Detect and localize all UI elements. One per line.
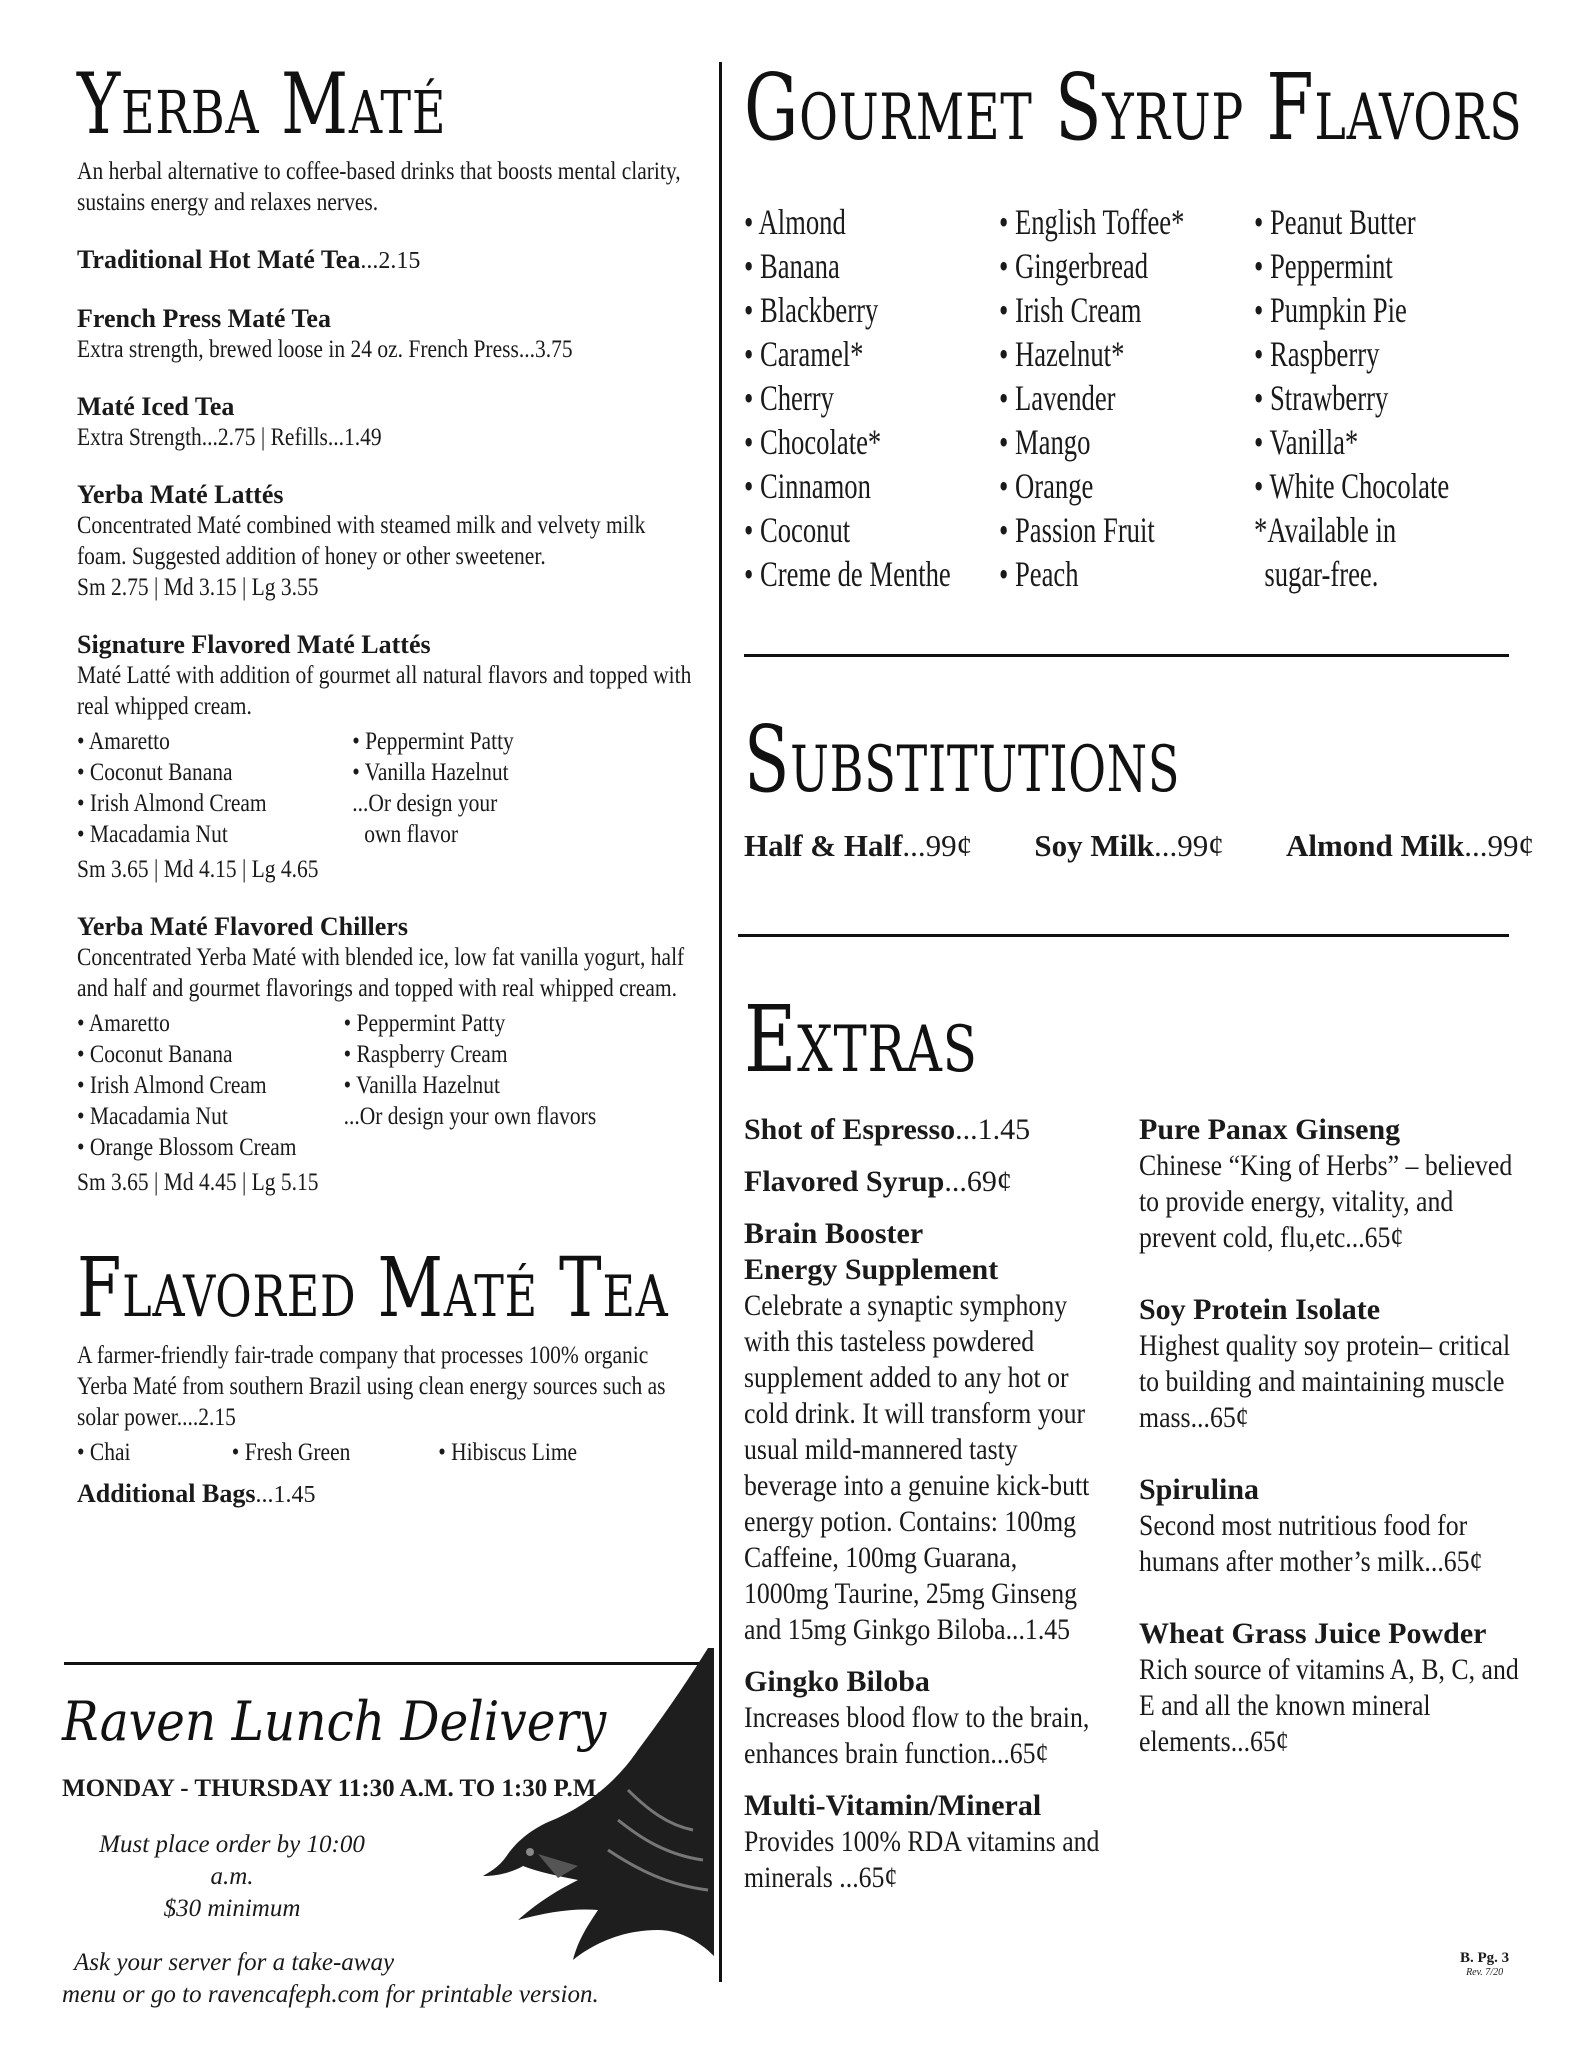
extra-detail: Highest quality soy protein– critical to building and maintaining muscle mass...65¢	[1139, 1329, 1511, 1434]
substitution-item	[744, 828, 972, 864]
item-detail: Concentrated Yerba Maté with blended ice, low fat vanilla yogurt, half and half and gourmet flavorings and topped with real whipped cream.	[77, 944, 685, 1002]
syrup-item: • Orange	[999, 466, 1094, 506]
extra-soy-protein	[1139, 1292, 1529, 1436]
extra-wheat-grass	[1139, 1616, 1529, 1760]
flavor-item: • Coconut Banana	[77, 759, 233, 786]
extras-right-column	[1139, 1112, 1529, 1776]
menu-item-iced-tea	[77, 391, 697, 453]
syrup-item: • Passion Fruit	[999, 510, 1155, 550]
flavor-list	[77, 1437, 696, 1468]
delivery-order-notes	[62, 1829, 372, 1925]
extra-title: Energy Supplement	[744, 1253, 999, 1286]
syrup-item: • Lavender	[999, 378, 1116, 418]
syrup-item: • Strawberry	[1254, 378, 1389, 418]
syrup-item: • Irish Cream	[999, 290, 1142, 330]
bags-price: ...1.45	[255, 1482, 316, 1508]
flavor-item: • Coconut Banana	[77, 1041, 233, 1068]
flavor-item: • Fresh Green	[231, 1439, 351, 1466]
substitution-price: ...99¢	[1464, 828, 1534, 863]
syrup-item: • Chocolate*	[744, 422, 882, 462]
syrup-item: • Blackberry	[744, 290, 879, 330]
extra-flavored-syrup	[744, 1164, 1104, 1200]
syrup-item: • White Chocolate	[1254, 466, 1450, 506]
menu-item-traditional	[77, 244, 697, 277]
substitution-name: Almond Milk	[1285, 828, 1465, 863]
flavor-item: • Raspberry Cream	[343, 1041, 508, 1068]
menu-item-lattes	[77, 479, 697, 603]
extra-price: ...1.45	[955, 1113, 1031, 1146]
extra-price: ...69¢	[944, 1165, 1012, 1198]
substitution-price: ...99¢	[1154, 828, 1224, 863]
extra-title: Multi-Vitamin/Mineral	[744, 1789, 1042, 1822]
syrup-item: • Hazelnut*	[999, 334, 1125, 374]
flavor-item: ...Or design your own flavors	[343, 1103, 597, 1130]
flavor-item: • Peppermint Patty	[343, 1010, 506, 1037]
syrup-list	[744, 200, 1524, 596]
page-footer	[1460, 1950, 1509, 1978]
extra-brain-booster	[744, 1216, 1104, 1648]
yerba-mate-title: Yerba Maté	[77, 55, 447, 153]
extra-espresso	[744, 1112, 1104, 1148]
syrup-item: • Cherry	[744, 378, 834, 418]
flavor-item: • Chai	[77, 1439, 131, 1466]
extra-title: Flavored Syrup	[744, 1165, 945, 1198]
syrup-item: • Gingerbread	[999, 246, 1149, 286]
syrup-item: • Peppermint	[1254, 246, 1393, 286]
syrup-item: • Coconut	[744, 510, 851, 550]
item-detail: Maté Latté with addition of gourmet all natural flavors and topped with real whipped cream.	[77, 662, 692, 720]
extra-gingko	[744, 1664, 1104, 1772]
syrup-item: • Banana	[744, 246, 840, 286]
syrup-item: • Pumpkin Pie	[1254, 290, 1407, 330]
extra-detail: Second most nutritious food for humans after mother’s milk...65¢	[1139, 1509, 1483, 1578]
syrup-item: • Raspberry	[1254, 334, 1380, 374]
column-divider	[719, 62, 722, 1982]
syrup-footnote: sugar-free.	[1264, 554, 1379, 594]
item-prices: Sm 3.65 | Md 4.15 | Lg 4.65	[77, 856, 319, 883]
substitutions-divider	[738, 934, 1509, 937]
substitution-name: Half & Half	[744, 828, 903, 863]
flavor-item: • Macadamia Nut	[77, 821, 228, 848]
flavor-item: ...Or design your	[352, 790, 498, 817]
syrup-item: • Cinnamon	[744, 466, 871, 506]
extra-detail: Provides 100% RDA vitamins and minerals ...65¢	[744, 1825, 1100, 1894]
syrup-item: • Vanilla*	[1254, 422, 1359, 462]
item-title: Maté Iced Tea	[77, 392, 235, 421]
right-column	[744, 54, 1534, 1894]
flavor-item: • Irish Almond Cream	[77, 790, 267, 817]
item-title: Traditional Hot Maté Tea	[77, 245, 361, 274]
flavor-item: • Hibiscus Lime	[438, 1439, 578, 1466]
extra-detail: Increases blood flow to the brain, enhances brain function...65¢	[744, 1701, 1090, 1770]
substitution-name: Soy Milk	[1034, 828, 1155, 863]
item-title: Yerba Maté Flavored Chillers	[77, 912, 408, 941]
extra-detail: Chinese “King of Herbs” – believed to provide energy, vitality, and prevent cold, flu,etc...65¢	[1139, 1149, 1513, 1254]
item-prices: Sm 2.75 | Md 3.15 | Lg 3.55	[77, 574, 319, 601]
item-title: French Press Maté Tea	[77, 304, 331, 333]
substitutions-title: Substitutions	[744, 706, 1181, 813]
flavor-list	[77, 1008, 696, 1163]
item-title: Signature Flavored Maté Lattés	[77, 630, 431, 659]
syrup-item: • Peanut Butter	[1254, 202, 1416, 242]
item-price: ...2.15	[360, 248, 421, 274]
extra-spirulina	[1139, 1472, 1529, 1580]
flavor-item: • Amaretto	[77, 1010, 170, 1037]
extra-title: Brain Booster	[744, 1217, 924, 1250]
flavor-item: • Amaretto	[77, 728, 170, 755]
page-number: B. Pg. 3	[1460, 1950, 1510, 1966]
extra-title: Soy Protein Isolate	[1139, 1293, 1381, 1326]
menu-item-signature-lattes	[77, 629, 697, 885]
delivery-note-takeaway: Ask your server for a take-away	[74, 1949, 395, 1976]
delivery-hours: MONDAY - THURSDAY 11:30 A.M. TO 1:30 P.M.	[62, 1775, 603, 1802]
flavor-item: • Orange Blossom Cream	[77, 1134, 297, 1161]
extra-detail: Rich source of vitamins A, B, C, and E and all the known mineral elements...65¢	[1139, 1653, 1519, 1758]
item-detail: Extra strength, brewed loose in 24 oz. French Press...3.75	[77, 336, 573, 363]
delivery-note-deadline: Must place order by 10:00 a.m.	[99, 1831, 365, 1890]
extra-detail: Celebrate a synaptic symphony with this tasteless powdered supplement added to any hot or cold drink. It will transform your usual mild-mannered tasty beverage into a genuine kick-butt energy potion. Contains: 100mg Caffeine, 100mg Guarana, 1000mg Taurine, 25mg Ginseng and 15mg Ginkgo Biloba...1.45	[744, 1289, 1090, 1646]
syrup-item: • Creme de Menthe	[744, 554, 951, 594]
flavor-list	[77, 726, 696, 850]
extras-title: Extras	[744, 986, 978, 1093]
syrup-item: • Peach	[999, 554, 1079, 594]
extra-title: Wheat Grass Juice Powder	[1139, 1617, 1487, 1650]
menu-item-french-press	[77, 303, 697, 365]
flavor-item: • Peppermint Patty	[352, 728, 514, 755]
extra-multivitamin	[744, 1788, 1104, 1896]
item-detail: Concentrated Maté combined with steamed milk and velvety milk foam. Suggested addition of honey or other sweetener.	[77, 512, 646, 570]
yerba-mate-section	[77, 55, 697, 1511]
extras-left-column	[744, 1112, 1104, 1912]
flavor-item: • Vanilla Hazelnut	[343, 1072, 500, 1099]
substitution-item	[1034, 828, 1223, 864]
flavor-item: • Macadamia Nut	[77, 1103, 228, 1130]
flavor-item: • Irish Almond Cream	[77, 1072, 267, 1099]
syrup-title: Gourmet Syrup Flavors	[744, 54, 1523, 161]
revision-date: Rev. 7/20	[1466, 1967, 1504, 1978]
item-prices: Sm 3.65 | Md 4.45 | Lg 5.15	[77, 1169, 319, 1196]
flavored-tea-detail: A farmer-friendly fair-trade company that processes 100% organic Yerba Maté from southern Brazil using clean energy sources such as solar power....2.15	[77, 1342, 666, 1431]
extra-title: Spirulina	[1139, 1473, 1260, 1506]
delivery-note-website: menu or go to ravencafeph.com for printable version.	[62, 1981, 599, 2008]
flavored-tea-section	[77, 1241, 697, 1511]
syrup-item: • English Toffee*	[999, 202, 1185, 242]
extra-ginseng	[1139, 1112, 1529, 1256]
menu-item-chillers	[77, 911, 697, 1198]
extra-title: Shot of Espresso	[744, 1113, 956, 1146]
syrup-item: • Mango	[999, 422, 1091, 462]
syrup-item: • Caramel*	[744, 334, 864, 374]
flavored-tea-title: Flavored Maté Tea	[77, 1241, 669, 1336]
substitutions-list	[744, 828, 1534, 864]
extra-title: Gingko Biloba	[744, 1665, 930, 1698]
syrup-footnote: *Available in	[1254, 510, 1397, 550]
substitution-item	[1286, 828, 1534, 864]
flavor-item: own flavor	[364, 821, 458, 848]
substitution-price: ...99¢	[902, 828, 973, 863]
flavor-item	[344, 1132, 602, 1163]
yerba-intro: An herbal alternative to coffee-based drinks that boosts mental clarity, sustains energy and relaxes nerves.	[77, 158, 681, 216]
flavor-item: • Vanilla Hazelnut	[352, 759, 509, 786]
item-detail: Extra Strength...2.75 | Refills...1.49	[77, 424, 382, 451]
syrup-divider	[744, 654, 1509, 657]
syrup-item: • Almond	[744, 202, 846, 242]
raven-illustration	[478, 1640, 718, 1980]
item-title: Yerba Maté Lattés	[77, 480, 284, 509]
delivery-note-minimum: $30 minimum	[163, 1895, 301, 1922]
delivery-title: Raven Lunch Delivery	[62, 1690, 607, 1753]
extra-title: Pure Panax Ginseng	[1139, 1113, 1401, 1146]
bags-title: Additional Bags	[77, 1479, 256, 1508]
